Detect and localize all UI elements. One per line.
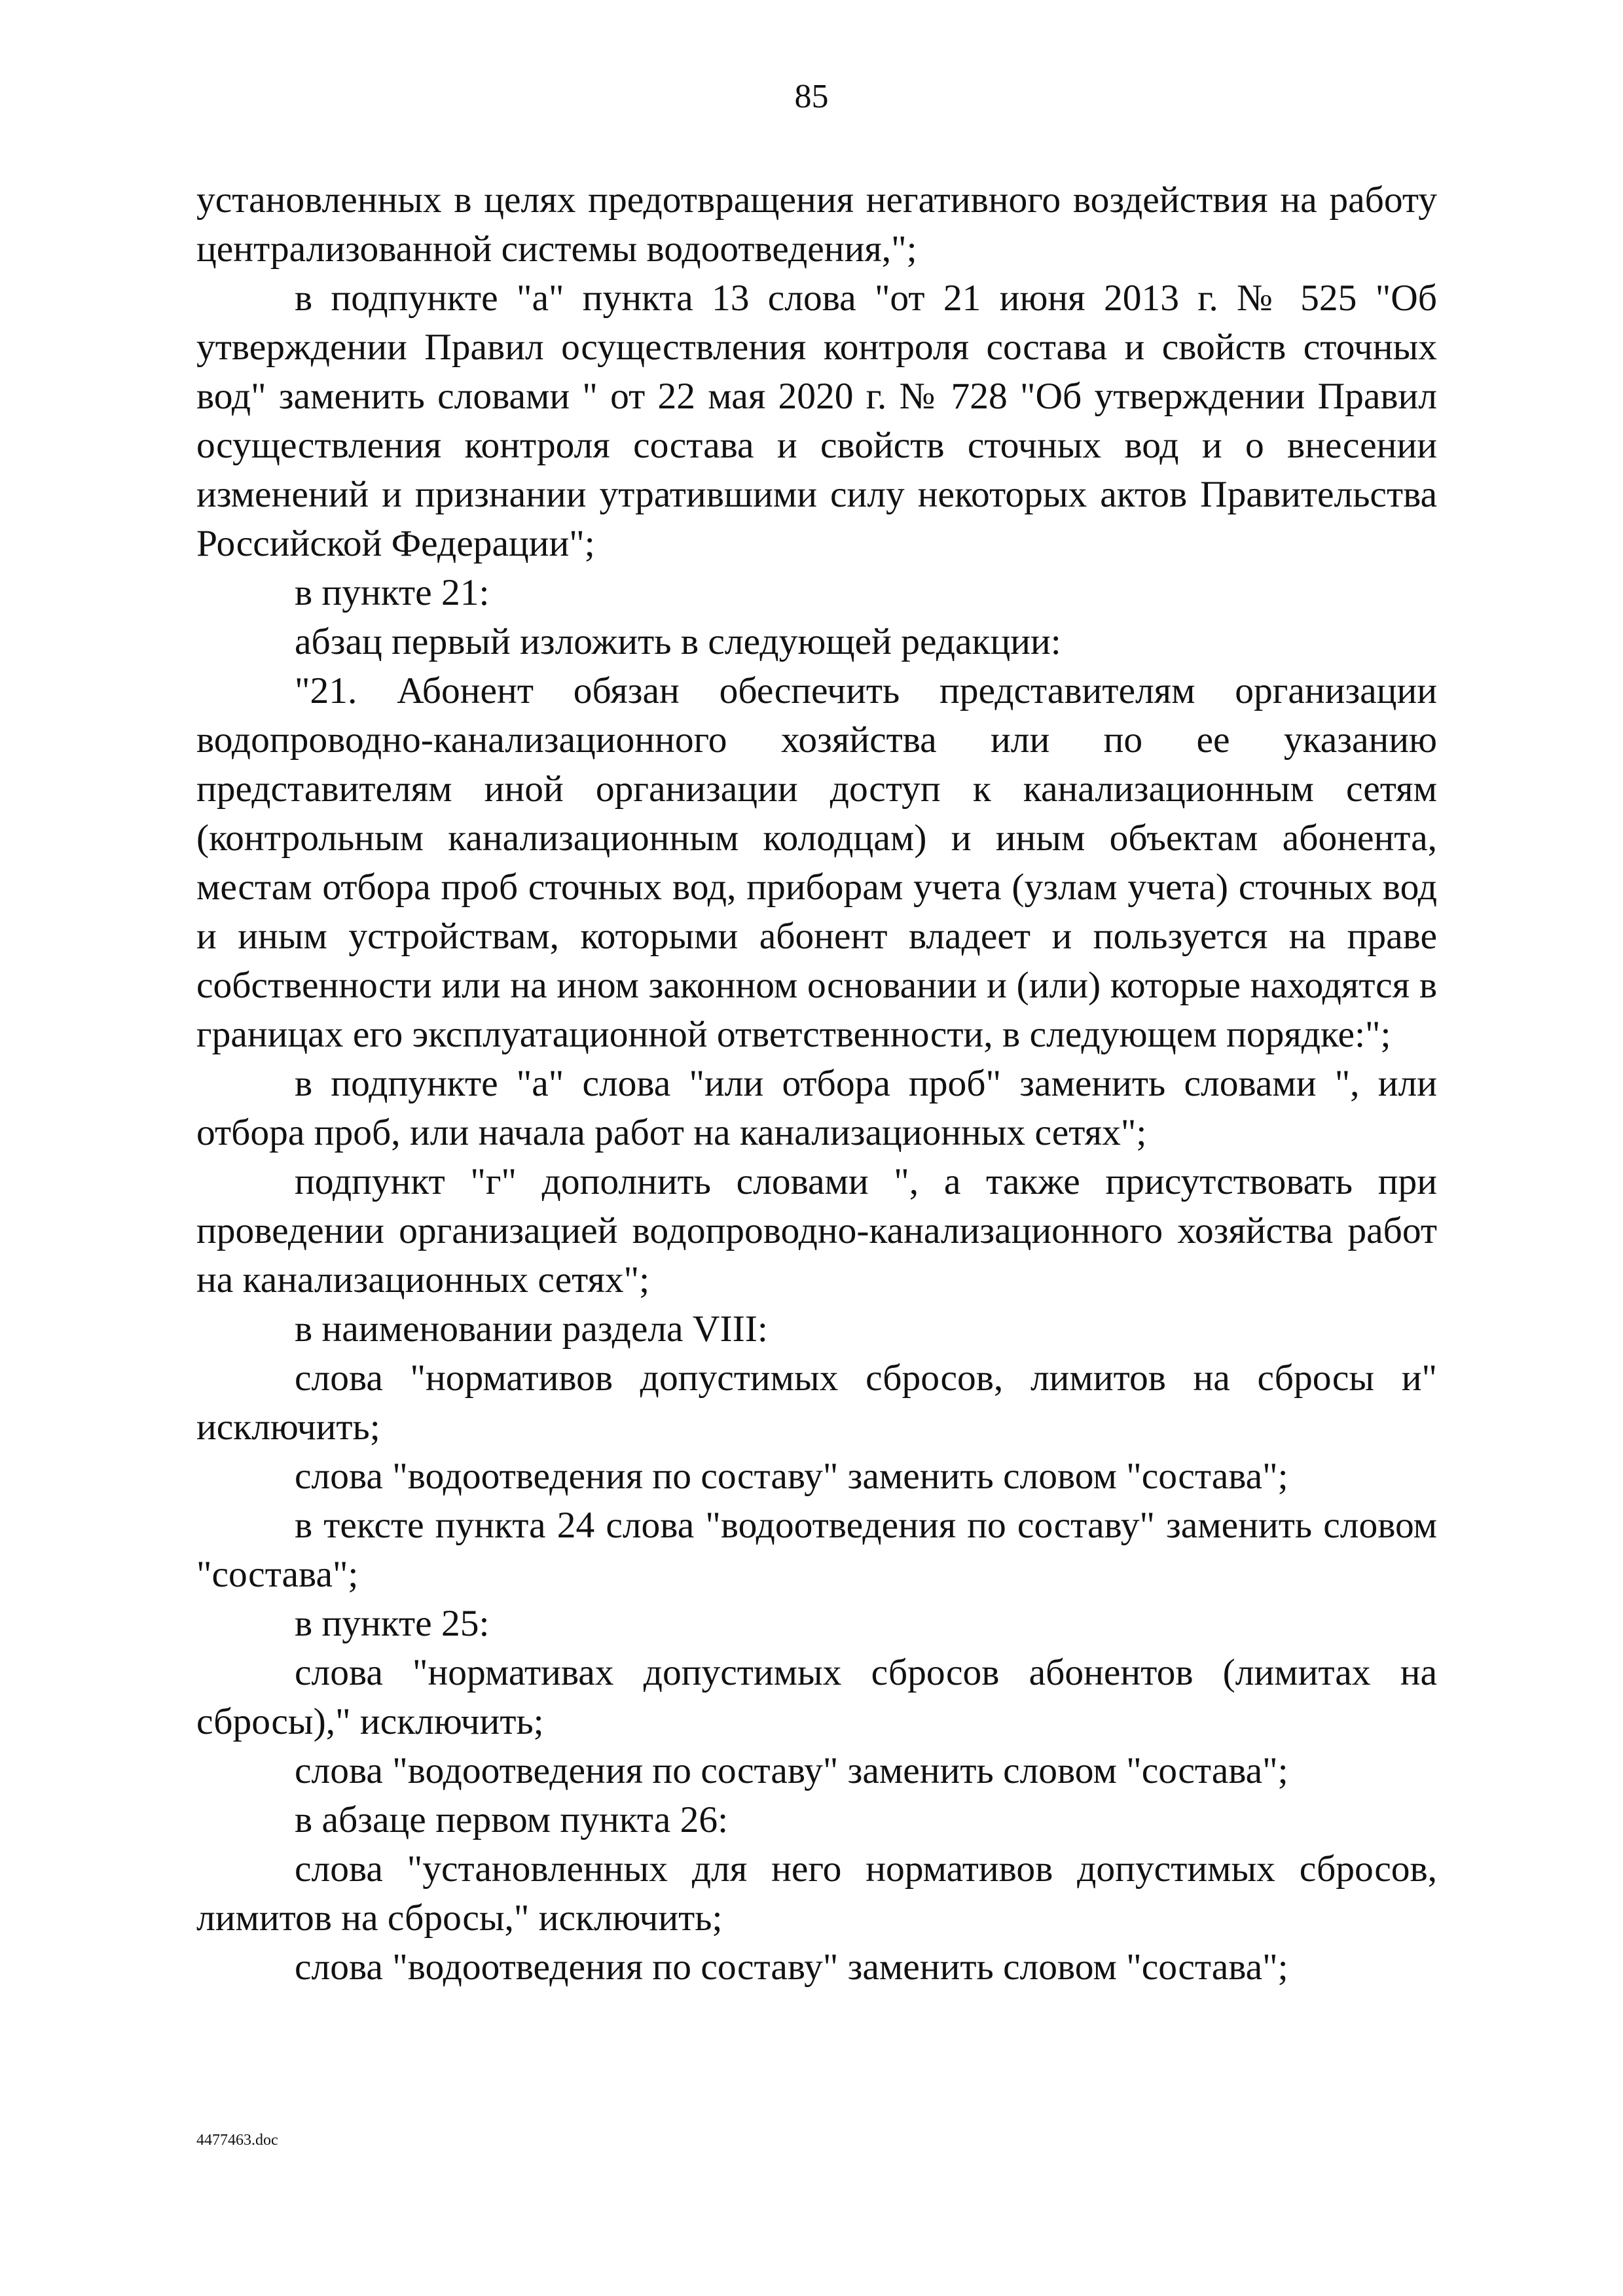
paragraph: слова "установленных для него нормативов допустимых сбросов, лимитов на сбросы," исключить; [196, 1848, 1437, 1939]
paragraph: слова "нормативах допустимых сбросов абонентов (лимитах на сбросы)," исключить; [196, 1652, 1437, 1742]
paragraph: в тексте пункта 24 слова "водоотведения по составу" заменить словом "состава"; [196, 1505, 1437, 1595]
document-file-code: 4477463.doc [196, 2132, 278, 2149]
paragraph: слова "водоотведения по составу" заменить словом "состава"; [295, 1946, 1288, 1988]
page-number: 85 [794, 78, 829, 115]
paragraph: слова "водоотведения по составу" заменить словом "состава"; [295, 1750, 1288, 1791]
document-body [196, 175, 1437, 1992]
paragraph: "21. Абонент обязан обеспечить представителям организации водопроводно-канализационного хозяйства или по ее указанию представителям иной организации доступ к канализационным сетям (контрольным канализационным колодцам) и иным объектам абонента, местам отбора проб сточных вод, приборам учета (узлам учета) сточных вод и иным устройствам, которыми абонент владеет и пользуется на праве собственности или на ином законном основании и (или) которые находятся в границах его эксплуатационной ответственности, в следующем порядке:"; [196, 670, 1437, 1055]
paragraph: подпункт "г" дополнить словами ", а также присутствовать при проведении организацией водопроводно-канализационного хозяйства работ на канализационных сетях"; [196, 1161, 1437, 1300]
paragraph: в пункте 25: [295, 1603, 490, 1644]
paragraph: абзац первый изложить в следующей редакции: [295, 621, 1061, 662]
paragraph: в пункте 21: [295, 572, 490, 613]
paragraph: слова "водоотведения по составу" заменить словом "состава"; [295, 1456, 1288, 1497]
paragraph: слова "нормативов допустимых сбросов, лимитов на сбросы и" исключить; [196, 1357, 1437, 1448]
paragraph: установленных в целях предотвращения негативного воздействия на работу централизованной системы водоотведения,"; [196, 179, 1437, 270]
paragraph: в подпункте "а" слова "или отбора проб" заменить словами ", или отбора проб, или начала работ на канализационных сетях"; [196, 1063, 1437, 1153]
paragraph: в наименовании раздела VIII: [295, 1308, 768, 1350]
paragraph: в подпункте "а" пункта 13 слова "от 21 июня 2013 г. № 525 "Об утверждении Правил осуществления контроля состава и свойств сточных вод" заменить словами " от 22 мая 2020 г. № 728 "Об утверждении Правил осуществления контроля состава и свойств сточных вод и о внесении изменений и признании утратившими силу некоторых актов Правительства Российской Федерации"; [196, 278, 1437, 564]
paragraph: в абзаце первом пункта 26: [295, 1799, 729, 1840]
